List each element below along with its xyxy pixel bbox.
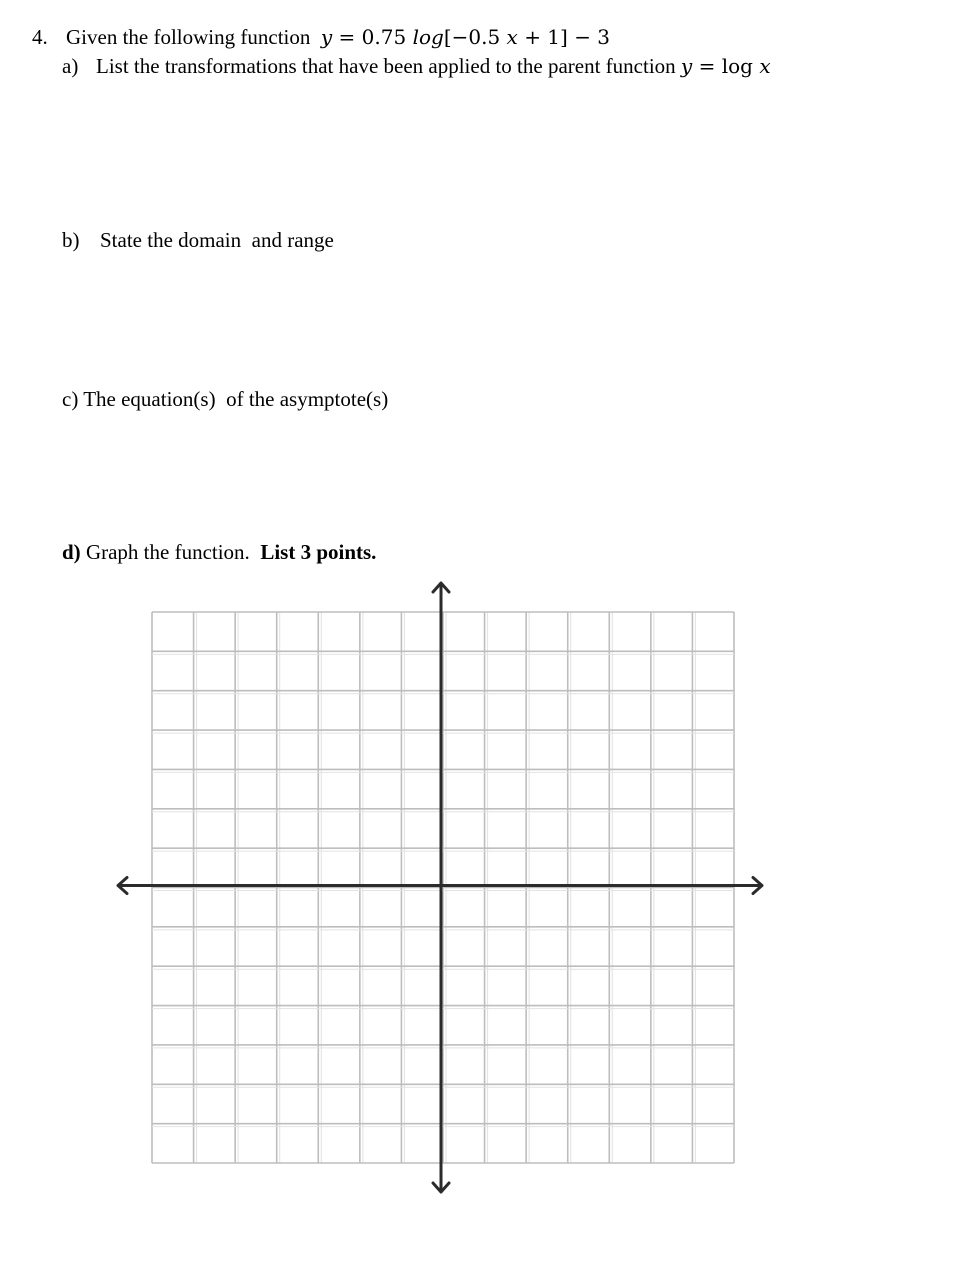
part-a-label: a)	[62, 54, 79, 78]
part-b-text: State the domain and range	[100, 228, 334, 252]
part-d-bold-text: List 3 points.	[260, 540, 377, 564]
parent-function: y = log x	[680, 54, 771, 78]
part-d-label: d)	[62, 540, 81, 564]
question-intro: Given the following function	[66, 25, 311, 49]
part-c-text: The equation(s) of the asymptote(s)	[83, 387, 389, 411]
question-number: 4.	[32, 25, 48, 49]
part-a-text: List the transformations that have been applied to the parent function	[96, 54, 676, 78]
part-b-label: b)	[62, 228, 80, 252]
part-d-text: Graph the function.	[85, 540, 250, 564]
part-c-label: c)	[62, 387, 79, 411]
function-equation: y = 0.75 log[−0.5 x + 1] − 3	[320, 25, 611, 49]
